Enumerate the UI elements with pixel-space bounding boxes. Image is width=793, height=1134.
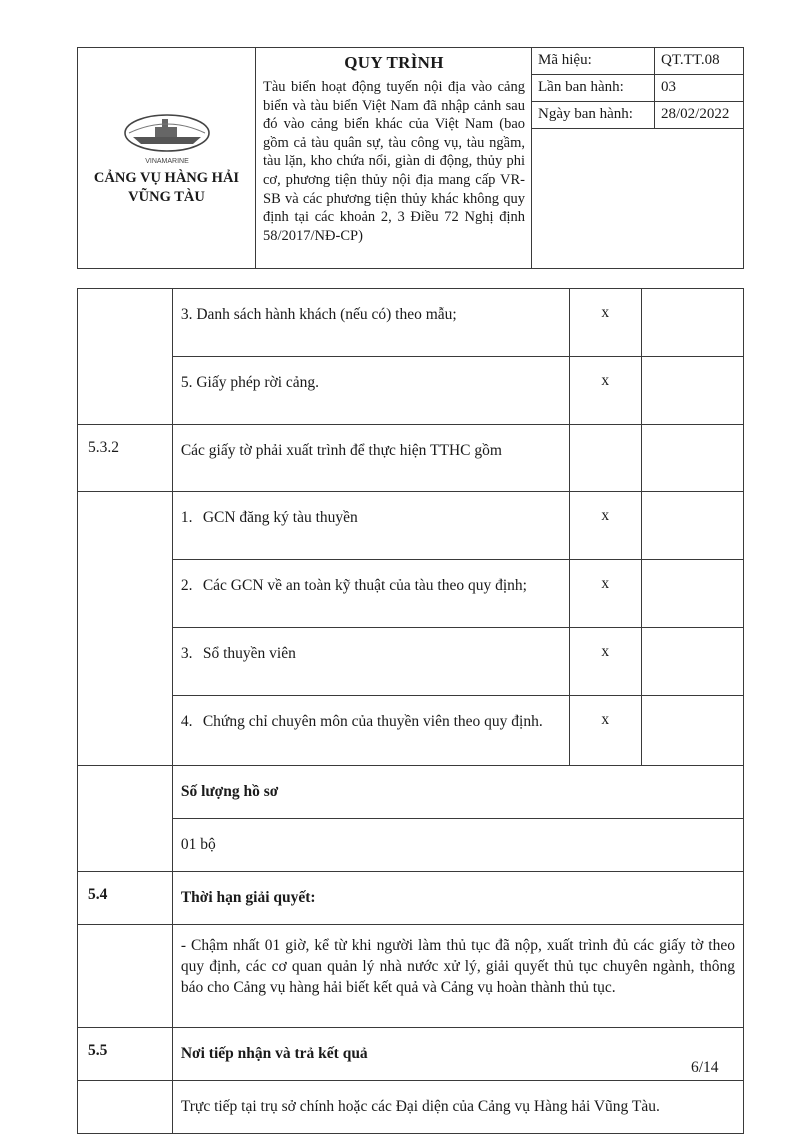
item-number: 2.: [180, 577, 193, 594]
document-type: QUY TRÌNH: [344, 53, 444, 72]
document-item: [172, 696, 569, 766]
quantity-heading: Số lượng hồ sơ: [172, 766, 743, 819]
section-number: 5.4: [78, 872, 173, 925]
procedure-table: [77, 288, 744, 1134]
check-mark: x: [569, 289, 641, 357]
logo-text: VINAMARINE: [144, 158, 189, 165]
table-row: [78, 1081, 744, 1134]
document-item: [172, 560, 569, 628]
section-number: 5.5: [78, 1028, 173, 1081]
page-number: 6/14: [691, 1059, 719, 1076]
section-number: 5.3.2: [78, 425, 173, 492]
table-row: [78, 1028, 744, 1081]
check-mark: x: [569, 696, 641, 766]
table-row: [78, 425, 744, 492]
table-row: [78, 696, 744, 766]
item-number: 3.: [180, 645, 193, 662]
meta-value-code: QT.TT.08: [655, 48, 744, 75]
check-mark: x: [569, 357, 641, 425]
section-paragraph: Trực tiếp tại trụ sở chính hoặc các Đại diện của Cảng vụ Hàng hải Vũng Tàu.: [172, 1081, 743, 1134]
meta-value-date: 28/02/2022: [655, 102, 744, 129]
table-row: [78, 492, 744, 560]
meta-blank: [532, 129, 744, 269]
table-row: [78, 925, 744, 1028]
document-description: Tàu biển hoạt động tuyến nội địa vào cảng biển và tàu biển Việt Nam đã nhập cảnh sau đó vào cảng biển khác của Việt Nam (bao gồm cả tàu quân sự, tàu công vụ, tàu ngầm, tàu lặn, kho chứa nổi, giàn di động, thủy phi cơ, phương tiện thủy nội địa mang cấp VR-SB và các phương tiện thủy khác không quy định tại các khoản 2, 3 Điều 72 Nghị định 58/2017/NĐ-CP): [263, 79, 525, 244]
item-text: Sổ thuyền viên: [202, 645, 296, 662]
document-item: 5. Giấy phép rời cảng.: [172, 357, 569, 425]
quantity-value: 01 bộ: [172, 819, 743, 872]
table-row: [78, 628, 744, 696]
logo-block: [78, 48, 256, 269]
org-name-line2: VŨNG TÀU: [128, 189, 205, 205]
check-mark: x: [569, 492, 641, 560]
title-block: [256, 48, 532, 269]
org-name-line1: CẢNG VỤ HÀNG HẢI: [93, 170, 240, 186]
section-heading: Thời hạn giải quyết:: [172, 872, 743, 925]
item-number: 1.: [180, 509, 193, 526]
section-heading: Nơi tiếp nhận và trả kết quả: [172, 1028, 743, 1081]
meta-label: Ngày ban hành:: [532, 102, 655, 129]
table-row: [78, 289, 744, 357]
meta-value-edition: 03: [655, 75, 744, 102]
table-row: [78, 560, 744, 628]
section-heading: Các giấy tờ phải xuất trình để thực hiện TTHC gồm: [172, 425, 569, 492]
table-row: [78, 766, 744, 819]
section-paragraph: - Chậm nhất 01 giờ, kể từ khi người làm thủ tục đã nộp, xuất trình đủ các giấy tờ theo quy định, các cơ quan quản lý nhà nước xử lý, giải quyết thủ tục chuyên ngành, thông báo cho Cảng vụ hàng hải biết kết quả và Cảng vụ hoàn thành thủ tục.: [172, 925, 743, 1028]
document-header: [77, 47, 744, 269]
vinamarine-logo-icon: [121, 107, 213, 167]
meta-label: Mã hiệu:: [532, 48, 655, 75]
document-item: [172, 492, 569, 560]
check-mark: x: [569, 628, 641, 696]
item-text: GCN đăng ký tàu thuyền: [202, 509, 358, 526]
document-item: [172, 628, 569, 696]
check-mark: x: [569, 560, 641, 628]
item-text: Chứng chỉ chuyên môn của thuyền viên theo quy định.: [202, 713, 543, 730]
meta-label: Lần ban hành:: [532, 75, 655, 102]
document-item: 3. Danh sách hành khách (nếu có) theo mẫu;: [172, 289, 569, 357]
organization-name: [79, 167, 254, 217]
table-row: [78, 872, 744, 925]
item-text: Các GCN về an toàn kỹ thuật của tàu theo quy định;: [202, 577, 527, 594]
table-row: [78, 357, 744, 425]
item-number: 4.: [180, 713, 193, 730]
table-row: [78, 819, 744, 872]
